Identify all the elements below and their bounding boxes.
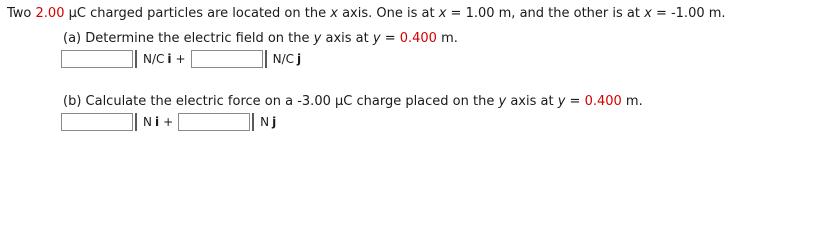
part-a-i-unit: [135, 50, 191, 68]
var-y: y: [498, 94, 507, 109]
intro-prefix: Two: [7, 6, 36, 21]
part-b-prompt: [63, 94, 643, 110]
part-b-unit: m.: [621, 94, 643, 109]
part-b-i-component-input[interactable]: [61, 113, 133, 131]
var-y: y: [557, 94, 566, 109]
part-b-value: 0.400: [584, 94, 622, 109]
intro-text-4: = -1.00 m.: [651, 6, 726, 21]
unit-vector-i: i: [167, 52, 172, 66]
part-a-j-unit: [265, 50, 307, 68]
unit-label: N/C: [272, 52, 294, 66]
unit-label: N: [143, 115, 152, 129]
intro-text-3: = 1.00 m, and the other is at: [446, 6, 645, 21]
var-x: x: [438, 6, 447, 21]
part-a-j-component-input[interactable]: [191, 50, 263, 68]
var-x: x: [330, 6, 338, 21]
part-a-text-1: (a) Determine the electric field on the: [63, 31, 314, 46]
unit-label: N: [260, 115, 270, 129]
var-y: y: [313, 31, 322, 46]
plus-sign: +: [163, 115, 174, 129]
part-a-answer-row: [61, 50, 306, 68]
var-x: x: [644, 6, 652, 21]
intro-text-2: axis. One is at: [337, 6, 439, 21]
unit-vector-j: j: [272, 115, 277, 129]
part-b-i-unit: [135, 113, 178, 131]
part-a-value: 0.400: [399, 31, 437, 46]
var-y: y: [372, 31, 381, 46]
part-b-eq: =: [565, 94, 585, 109]
intro-text-1: μC charged particles are located on the: [64, 6, 331, 21]
unit-vector-i: i: [154, 115, 160, 129]
part-a-prompt: [63, 31, 458, 47]
part-a-i-component-input[interactable]: [61, 50, 133, 68]
problem-statement: [7, 6, 726, 22]
part-b-answer-row: [61, 113, 281, 131]
part-b-j-unit: [252, 113, 281, 131]
unit-vector-j: j: [297, 52, 302, 66]
charge-value: 2.00: [35, 6, 65, 21]
part-a-unit: m.: [436, 31, 458, 46]
part-a-eq: =: [380, 31, 400, 46]
part-b-j-component-input[interactable]: [178, 113, 250, 131]
plus-sign: +: [175, 52, 186, 66]
unit-label: N/C: [143, 52, 165, 66]
part-b-text-1: (b) Calculate the electric force on a -3.00 μC charge placed on the: [63, 94, 499, 109]
part-b-text-2: axis at: [506, 94, 558, 109]
part-a-text-2: axis at: [321, 31, 373, 46]
